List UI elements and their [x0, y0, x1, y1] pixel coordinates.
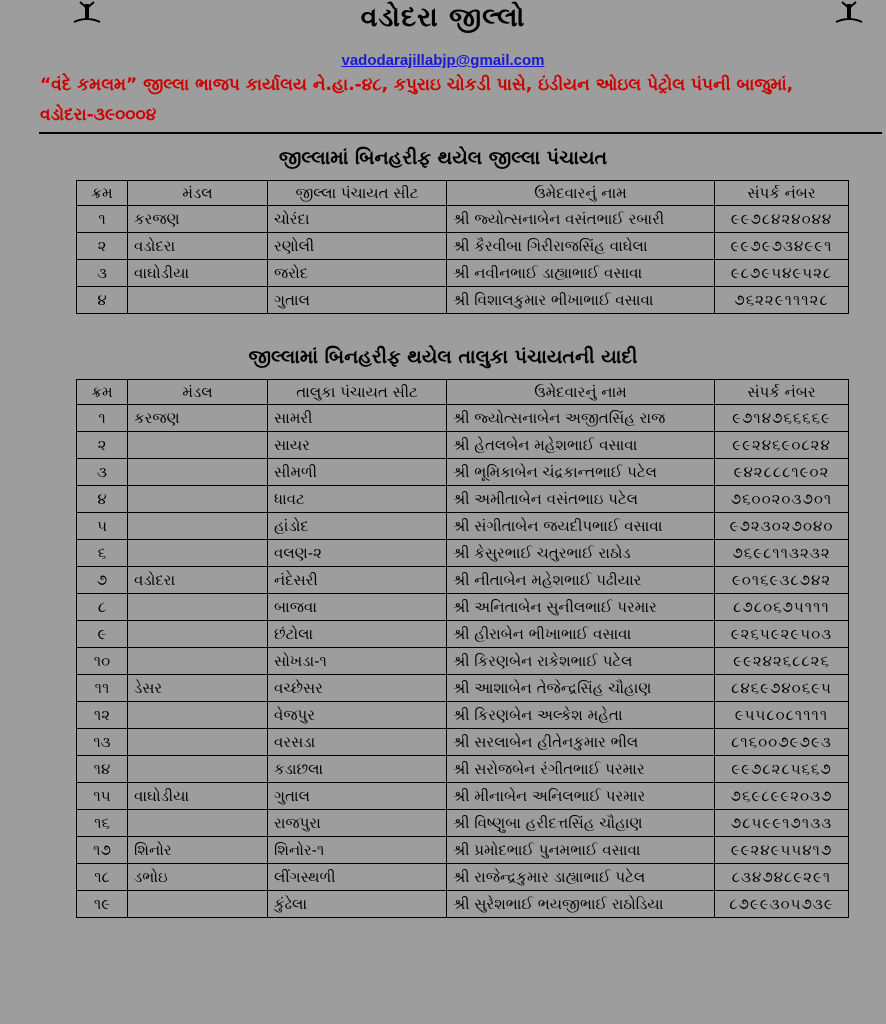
seat-cell: સાયર	[268, 432, 447, 459]
table-row	[77, 675, 849, 702]
seat-cell: વલણ-૨	[268, 540, 447, 567]
mandal-cell	[128, 648, 268, 675]
mandal-cell	[128, 513, 268, 540]
table-row	[77, 810, 849, 837]
contact-number-cell: ૯૯૨૪૨૬૮૮૨૬	[715, 648, 849, 675]
table-row	[77, 260, 849, 287]
table-row	[77, 567, 849, 594]
contact-number-cell: ૯૯૭૮૪૨૪૦૪૪	[715, 206, 849, 233]
email-link[interactable]: vadodarajillabjp@gmail.com	[341, 52, 545, 69]
serial-number-cell: ૩	[77, 260, 128, 287]
seat-cell: જરોદ	[268, 260, 447, 287]
contact-number-cell: ૯૯૨૪૯૫૫૪૧૭	[715, 837, 849, 864]
mandal-cell: વડોદરા	[128, 233, 268, 260]
seat-cell: શિનોર-૧	[268, 837, 447, 864]
candidate-name-cell: શ્રી હેતલબેન મહેશભાઈ વસાવા	[447, 432, 715, 459]
column-header: ક્રમ	[77, 181, 128, 206]
candidate-name-cell: શ્રી સરલાબેન હીતેનકુમાર ભીલ	[447, 729, 715, 756]
table-row	[77, 621, 849, 648]
candidate-name-cell: શ્રી વિષ્ણુબા હરીદત્તસિંહ ચૌહાણ	[447, 810, 715, 837]
contact-number-cell: ૮૭૮૦૬૭૫૧૧૧	[715, 594, 849, 621]
table-row	[77, 405, 849, 432]
serial-number-cell: ૯	[77, 621, 128, 648]
contact-number-cell: ૯૨૬૫૯૨૯૫૦૩	[715, 621, 849, 648]
seat-cell: વચ્છેસર	[268, 675, 447, 702]
mandal-cell: શિનોર	[128, 837, 268, 864]
jilla-panchayat-table	[76, 180, 849, 314]
taluka-panchayat-table	[76, 379, 849, 918]
seat-cell: હાંડોદ	[268, 513, 447, 540]
candidate-name-cell: શ્રી સંગીતાબેન જયદીપભાઈ વસાવા	[447, 513, 715, 540]
table-row	[77, 233, 849, 260]
column-header: સંપર્ક નંબર	[715, 380, 849, 405]
candidate-name-cell: શ્રી જ્યોત્સનાબેન અજીતસિંહ રાજ	[447, 405, 715, 432]
seat-cell: સામરી	[268, 405, 447, 432]
candidate-name-cell: શ્રી મીનાબેન અનિલભાઈ પરમાર	[447, 783, 715, 810]
mandal-cell: કરજણ	[128, 206, 268, 233]
seat-cell: છંટોલા	[268, 621, 447, 648]
serial-number-cell: ૧	[77, 405, 128, 432]
candidate-name-cell: શ્રી આશાબેન તેજેન્દ્રસિંહ ચૌહાણ	[447, 675, 715, 702]
contact-number-cell: ૯૯૭૯૭૩૪૯૯૧	[715, 233, 849, 260]
mandal-cell	[128, 702, 268, 729]
seat-cell: લીંગસ્થળી	[268, 864, 447, 891]
column-header: તાલુકા પંચાયત સીટ	[268, 380, 447, 405]
mandal-cell: ડેસર	[128, 675, 268, 702]
seat-cell: ગુતાલ	[268, 287, 447, 314]
table-row	[77, 891, 849, 918]
candidate-name-cell: શ્રી નવીનભાઈ ડાહ્યાભાઈ વસાવા	[447, 260, 715, 287]
table-row	[77, 729, 849, 756]
mandal-cell	[128, 891, 268, 918]
serial-number-cell: ૪	[77, 486, 128, 513]
table-header-row	[77, 181, 849, 206]
serial-number-cell: ૧૮	[77, 864, 128, 891]
column-header: ઉમેદવારનું નામ	[447, 380, 715, 405]
candidate-name-cell: શ્રી જ્યોત્સનાબેન વસંતભાઈ રબારી	[447, 206, 715, 233]
mandal-cell: ડભોઇ	[128, 864, 268, 891]
serial-number-cell: ૬	[77, 540, 128, 567]
serial-number-cell: ૧૯	[77, 891, 128, 918]
serial-number-cell: ૧૬	[77, 810, 128, 837]
serial-number-cell: ૫	[77, 513, 128, 540]
table-row	[77, 756, 849, 783]
serial-number-cell: ૧૨	[77, 702, 128, 729]
jilla-panchayat-heading: જીલ્લામાં બિનહરીફ થયેલ જીલ્લા પંચાયત	[278, 147, 608, 169]
seat-cell: સોખડા-૧	[268, 648, 447, 675]
mandal-cell: વાઘોડીયા	[128, 783, 268, 810]
candidate-name-cell: શ્રી હીરાબેન ભીખાભાઈ વસાવા	[447, 621, 715, 648]
candidate-name-cell: શ્રી વિશાલકુમાર ભીખાભાઈ વસાવા	[447, 287, 715, 314]
table-row	[77, 702, 849, 729]
candidate-name-cell: શ્રી અનિતાબેન સુનીલભાઈ પરમાર	[447, 594, 715, 621]
contact-number-cell: ૭૬૯૮૯૯૨૦૩૭	[715, 783, 849, 810]
serial-number-cell: ૧૦	[77, 648, 128, 675]
serial-number-cell: ૧૩	[77, 729, 128, 756]
table-row	[77, 206, 849, 233]
page-title: વડોદરા જીલ્લો	[360, 2, 526, 33]
table-row	[77, 432, 849, 459]
contact-number-cell: ૯૪૨૮૮૮૧૯૦૨	[715, 459, 849, 486]
contact-number-cell: ૯૮૭૯૫૪૯૫૨૮	[715, 260, 849, 287]
contact-number-cell: ૯૭૧૪૭૬૬૬૬૯	[715, 405, 849, 432]
table-row	[77, 864, 849, 891]
seat-cell: ચોરંદા	[268, 206, 447, 233]
contact-number-cell: ૯૯૨૪૬૯૦૮૨૪	[715, 432, 849, 459]
table-row	[77, 513, 849, 540]
mandal-cell: વડોદરા	[128, 567, 268, 594]
table-row	[77, 648, 849, 675]
contact-number-cell: ૮૭૯૯૩૦૫૭૩૯	[715, 891, 849, 918]
mandal-cell	[128, 810, 268, 837]
serial-number-cell: ૨	[77, 432, 128, 459]
table-row	[77, 287, 849, 314]
candidate-name-cell: શ્રી પ્રમોદભાઈ પુનમભાઈ વસાવા	[447, 837, 715, 864]
contact-number-cell: ૯૯૭૮૨૮૫૬૬૭	[715, 756, 849, 783]
contact-number-cell: ૭૬૦૦૨૦૩૭૦૧	[715, 486, 849, 513]
table-row	[77, 459, 849, 486]
seat-cell: વરસડા	[268, 729, 447, 756]
mandal-cell	[128, 621, 268, 648]
seat-cell: કડાછલા	[268, 756, 447, 783]
serial-number-cell: ૨	[77, 233, 128, 260]
mandal-cell	[128, 459, 268, 486]
contact-number-cell: ૭૮૫૯૯૧૭૧૩૩	[715, 810, 849, 837]
table-header-row	[77, 380, 849, 405]
mandal-cell	[128, 432, 268, 459]
column-header: સંપર્ક નંબર	[715, 181, 849, 206]
seat-cell: રણોલી	[268, 233, 447, 260]
candidate-name-cell: શ્રી ભૂમિકાબેન ચંદ્રકાન્તભાઈ પટેલ	[447, 459, 715, 486]
contact-number-cell: ૭૬૨૨૯૧૧૧૨૮	[715, 287, 849, 314]
column-header: જીલ્લા પંચાયત સીટ	[268, 181, 447, 206]
serial-number-cell: ૭	[77, 567, 128, 594]
seat-cell: રાજપુરા	[268, 810, 447, 837]
candidate-name-cell: શ્રી સરોજબેન રંગીતભાઈ પરમાર	[447, 756, 715, 783]
table-row	[77, 783, 849, 810]
mandal-cell	[128, 729, 268, 756]
mandal-cell	[128, 540, 268, 567]
mandal-cell: કરજણ	[128, 405, 268, 432]
candidate-name-cell: શ્રી કિરણબેન અલ્કેશ મહેતા	[447, 702, 715, 729]
contact-number-cell: ૮૩૪૭૪૮૯૨૯૧	[715, 864, 849, 891]
mandal-cell	[128, 594, 268, 621]
table-row	[77, 594, 849, 621]
column-header: મંડલ	[128, 181, 268, 206]
seat-cell: કુંઢેલા	[268, 891, 447, 918]
serial-number-cell: ૪	[77, 287, 128, 314]
office-address: “વંદે કમલમ” જીલ્લા ભાજપ કાર્યાલય ને.હા.-૪૮, કપુરાઇ ચોકડી પાસે, ઇંડીયન ઓઇલ પેટ્રોલ પંપની બાજુમાં, વડોદરા-૩૯૦૦૦૪	[40, 75, 794, 125]
candidate-name-cell: શ્રી નીતાબેન મહેશભાઈ પઢીયાર	[447, 567, 715, 594]
seat-cell: વેજપુર	[268, 702, 447, 729]
mandal-cell	[128, 756, 268, 783]
candidate-name-cell: શ્રી સુરેશભાઈ ભયજીભાઈ રાઠોડિયા	[447, 891, 715, 918]
serial-number-cell: ૧૪	[77, 756, 128, 783]
serial-number-cell: ૧૧	[77, 675, 128, 702]
seat-cell: સીમળી	[268, 459, 447, 486]
serial-number-cell: ૧૫	[77, 783, 128, 810]
column-header: ઉમેદવારનું નામ	[447, 181, 715, 206]
contact-number-cell: ૭૬૯૮૧૧૩૨૩૨	[715, 540, 849, 567]
contact-number-cell: ૯૦૧૬૯૩૮૭૪૨	[715, 567, 849, 594]
mandal-cell: વાઘોડીયા	[128, 260, 268, 287]
contact-number-cell: ૯૭૨૩૦૨૭૦૪૦	[715, 513, 849, 540]
contact-number-cell: ૮૪૬૯૭૪૦૬૯૫	[715, 675, 849, 702]
candidate-name-cell: શ્રી કિરણબેન રાકેશભાઈ પટેલ	[447, 648, 715, 675]
table-row	[77, 837, 849, 864]
taluka-panchayat-heading: જીલ્લામાં બિનહરીફ થયેલ તાલુકા પંચાયતની યાદી	[248, 346, 638, 368]
mandal-cell	[128, 486, 268, 513]
candidate-name-cell: શ્રી રાજેન્દ્રકુમાર ડાહ્યાભાઈ પટેલ	[447, 864, 715, 891]
seat-cell: ગુતાલ	[268, 783, 447, 810]
table-row	[77, 540, 849, 567]
table-row	[77, 486, 849, 513]
candidate-name-cell: શ્રી અમીતાબેન વસંતભાઇ પટેલ	[447, 486, 715, 513]
seat-cell: બાજવા	[268, 594, 447, 621]
serial-number-cell: ૩	[77, 459, 128, 486]
seat-cell: નંદેસરી	[268, 567, 447, 594]
column-header: મંડલ	[128, 380, 268, 405]
column-header: ક્રમ	[77, 380, 128, 405]
seat-cell: ધાવટ	[268, 486, 447, 513]
header-divider	[39, 132, 882, 134]
serial-number-cell: ૮	[77, 594, 128, 621]
serial-number-cell: ૧	[77, 206, 128, 233]
contact-number-cell: ૮૧૬૦૦૭૯૭૯૩	[715, 729, 849, 756]
candidate-name-cell: શ્રી કેસુરભાઈ ચતુરભાઈ રાઠોડ	[447, 540, 715, 567]
mandal-cell	[128, 287, 268, 314]
serial-number-cell: ૧૭	[77, 837, 128, 864]
candidate-name-cell: શ્રી કૈરવીબા ગિરીરાજસિંહ વાઘેલા	[447, 233, 715, 260]
contact-number-cell: ૯૫૫૮૦૮૧૧૧૧	[715, 702, 849, 729]
